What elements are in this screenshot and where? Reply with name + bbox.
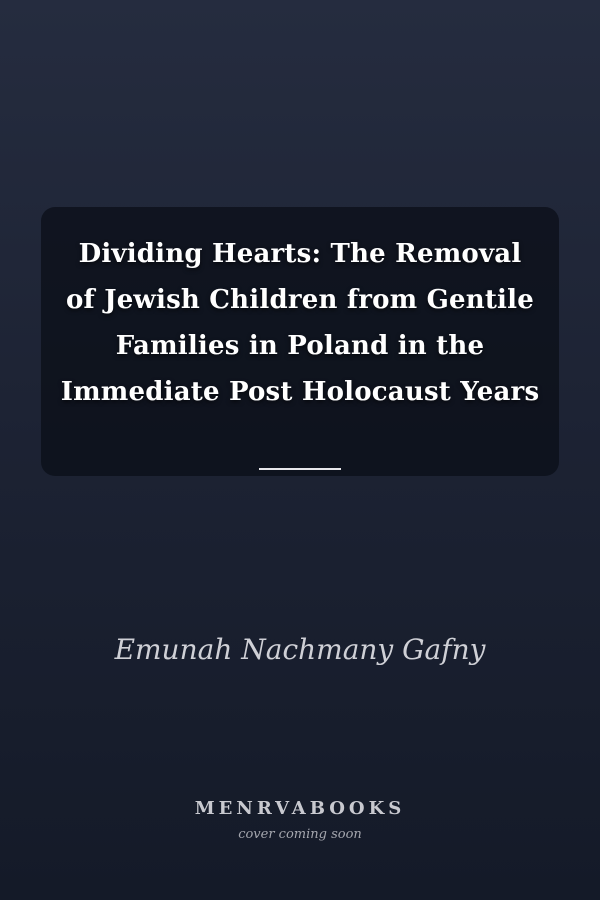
title-panel xyxy=(41,207,559,476)
book-title: Dividing Hearts: The Removal of Jewish Children from Gentile Families in Poland in the Immediate Post Holocaust Years xyxy=(60,239,540,407)
publisher-name: MENRVABOOKS xyxy=(194,798,406,819)
author-name: Emunah Nachmany Gafny xyxy=(114,633,486,666)
title-divider xyxy=(259,468,341,470)
cover-note: cover coming soon xyxy=(238,827,362,842)
